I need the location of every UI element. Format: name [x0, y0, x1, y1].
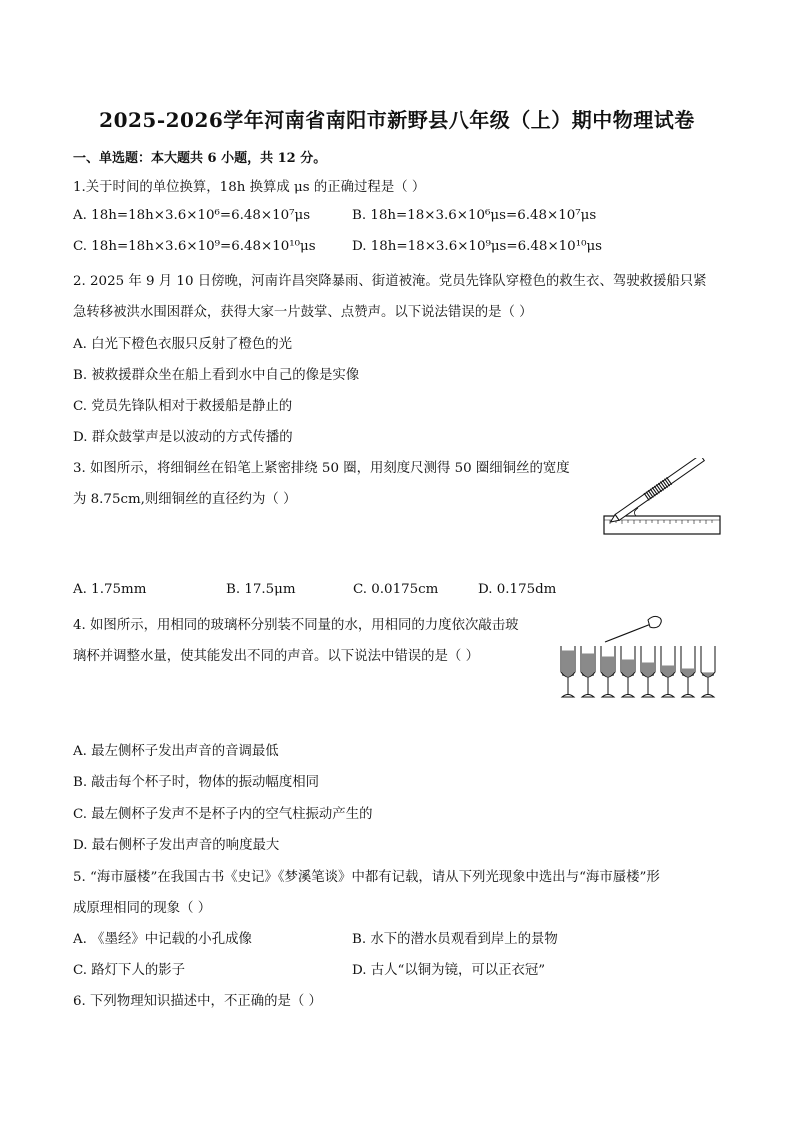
q3-stem-line1: 3. 如图所示，将细铜丝在铅笔上紧密排绕 50 圈，用刻度尺测得 50 圈细铜丝的宽度 — [73, 461, 570, 476]
q3-option-c: C. 0.0175cm — [353, 582, 439, 597]
glass-5 — [641, 646, 655, 697]
glasses-group — [561, 646, 715, 697]
q5-stem-line1: 5. “海市蜃楼”在我国古书《史记》《梦溪笔谈》中都有记载，请从下列光现象中选出与“海市蜃楼”形 — [73, 870, 660, 885]
glass-7 — [681, 646, 695, 697]
q3-stem-line2: 为 8.75cm,则细铜丝的直径约为（ ） — [73, 492, 297, 507]
q1-option-d: D. 18h=18×3.6×10⁹μs=6.48×10¹⁰μs — [352, 239, 603, 254]
glass-water-4 — [622, 660, 634, 677]
q5-option-d: D. 古人“以铜为镜，可以正衣冠” — [352, 963, 546, 978]
glass-3 — [601, 646, 615, 697]
glass-2 — [581, 646, 595, 697]
glass-water-6 — [662, 666, 674, 677]
q1-option-a: A. 18h=18h×3.6×10⁶=6.48×10⁷μs — [73, 208, 311, 223]
hand-shape — [648, 616, 661, 627]
pencil-ruler-figure — [600, 458, 724, 538]
q2-option-c: C. 党员先锋队相对于救援船是静止的 — [73, 399, 293, 414]
glass-water-3 — [602, 657, 614, 677]
glass-6 — [661, 646, 675, 697]
q5-option-a: A. 《墨经》中记载的小孔成像 — [73, 932, 252, 947]
q2-option-b: B. 被救援群众坐在船上看到水中自己的像是实像 — [73, 368, 360, 383]
glass-water-5 — [642, 663, 654, 677]
glass-1 — [561, 646, 575, 697]
q4-option-c: C. 最左侧杯子发声不是杯子内的空气柱振动产生的 — [73, 807, 373, 822]
q4-option-d: D. 最右侧杯子发出声音的响度最大 — [73, 838, 280, 853]
q2-stem-line1: 2. 2025 年 9 月 10 日傍晚，河南许昌突降暴雨、街道被淹。党员先锋队穿橙色的救生衣、驾驶救援船只紧 — [73, 274, 707, 289]
q6-stem: 6. 下列物理知识描述中，不正确的是（ ） — [73, 994, 322, 1009]
stick-shape — [605, 624, 651, 642]
q5-option-b: B. 水下的潜水员观看到岸上的景物 — [352, 932, 558, 947]
glass-water-2 — [582, 654, 594, 677]
q1-option-c: C. 18h=18h×3.6×10⁹=6.48×10¹⁰μs — [73, 239, 316, 254]
q3-option-a: A. 1.75mm — [73, 582, 147, 597]
q5-option-c: C. 路灯下人的影子 — [73, 963, 186, 978]
q3-option-b: B. 17.5μm — [226, 582, 296, 597]
glass-4 — [621, 646, 635, 697]
glass-8 — [701, 646, 715, 697]
q4-stem-line1: 4. 如图所示，用相同的玻璃杯分别装不同量的水，用相同的力度依次敲击玻 — [73, 618, 519, 633]
q4-option-a: A. 最左侧杯子发出声音的音调最低 — [73, 744, 279, 759]
q4-stem-line2: 璃杯并调整水量，使其能发出不同的声音。以下说法中错误的是（ ） — [73, 649, 479, 664]
q3-option-d: D. 0.175dm — [478, 582, 557, 597]
q2-stem-line2: 急转移被洪水围困群众，获得大家一片鼓掌、点赞声。以下说法错误的是（ ） — [73, 305, 533, 320]
q4-option-b: B. 敲击每个杯子时，物体的振动幅度相同 — [73, 775, 319, 790]
glasses-figure — [555, 610, 725, 702]
q1-option-b: B. 18h=18×3.6×10⁶μs=6.48×10⁷μs — [352, 208, 597, 223]
exam-title: 2025-2026学年河南省南阳市新野县八年级（上）期中物理试卷 — [99, 108, 695, 132]
q1-stem: 1.关于时间的单位换算，18h 换算成 μs 的正确过程是（ ） — [73, 180, 426, 195]
q2-option-a: A. 白光下橙色衣服只反射了橙色的光 — [73, 337, 293, 352]
q2-option-d: D. 群众鼓掌声是以波动的方式传播的 — [73, 430, 293, 445]
q5-stem-line2: 成原理相同的现象（ ） — [73, 901, 212, 916]
section-heading: 一、单选题：本大题共 6 小题，共 12 分。 — [73, 151, 327, 166]
glass-water-1 — [562, 651, 574, 677]
